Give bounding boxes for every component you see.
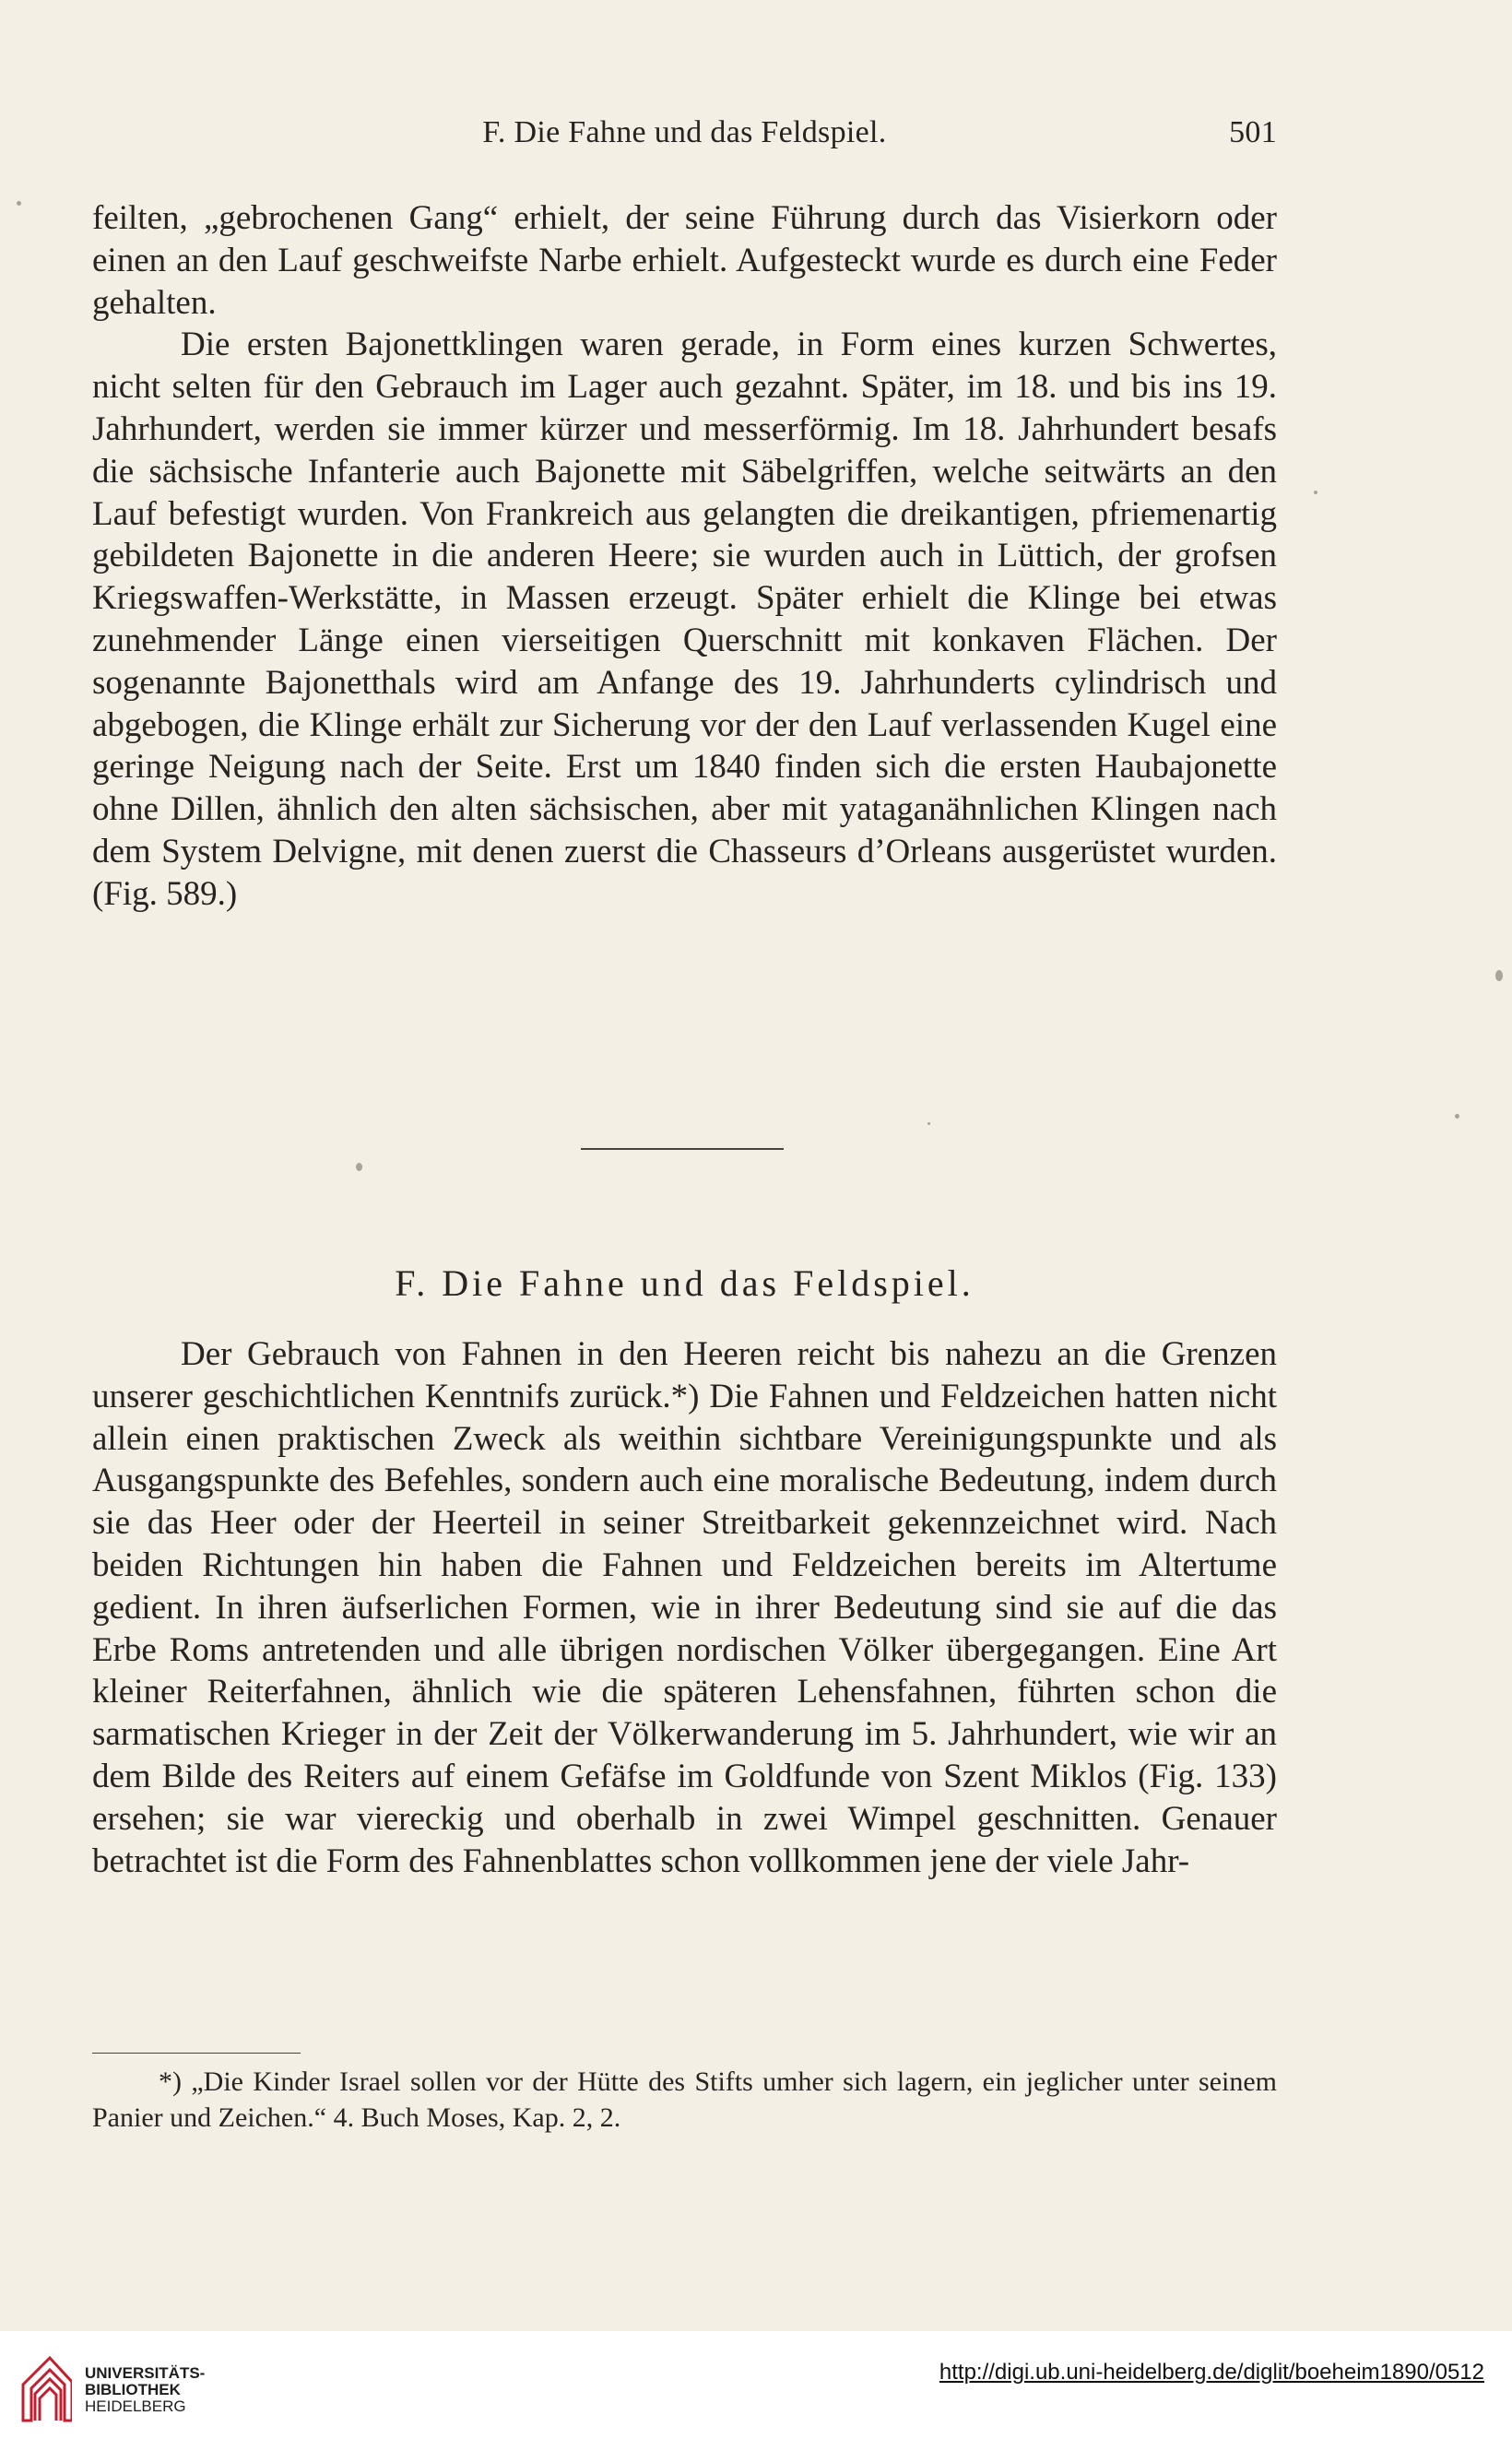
running-header: [92, 109, 1277, 157]
paper-speck: [1314, 491, 1317, 494]
library-name: [85, 2365, 205, 2415]
library-footer: [0, 2331, 1512, 2439]
section-separator-rule: [581, 1148, 784, 1150]
flag-section-text: [92, 1333, 1277, 1882]
footnote-rule: [92, 2053, 301, 2054]
paper-speck: [17, 201, 21, 206]
university-library-logo-icon: [18, 2353, 72, 2425]
paper-speck: [356, 1163, 362, 1171]
page-number: 501: [1229, 115, 1277, 149]
source-url-link[interactable]: http://digi.ub.uni-heidelberg.de/diglit/boeheim1890/0512: [939, 2360, 1484, 2385]
footnote: [92, 2064, 1277, 2136]
paper-speck: [1495, 970, 1503, 981]
flag-paragraph: Der Gebrauch von Fahnen in den Heeren reicht bis nahezu an die Grenzen unserer geschichtlichen Kenntnifs zurück.*) Die Fahnen und Feldzeichen hatten nicht allein einen praktischen Zweck als weithin sichtbare Vereinigungspunkte und als Ausgangspunkte des Befehles, sondern auch eine moralische Bedeutung, indem durch sie das Heer oder der Heerteil in seiner Streitbarkeit gekennzeichnet wird. Nach beiden Richtungen hin haben die Fahnen und Feldzeichen bereits im Altertume gedient. In ihren äufserlichen Formen, wie in ihrer Bedeutung sind sie auf die das Erbe Roms antretenden und alle übrigen nordischen Völker übergegangen. Eine Art kleiner Reiterfahnen, ähnlich wie die späteren Lehensfahnen, führten schon die sarmatischen Krieger in der Zeit der Völkerwanderung im 5. Jahrhundert, wie wir an dem Bilde des Reiters auf einem Gefäfse im Goldfunde von Szent Miklos (Fig. 133) ersehen; sie war viereckig und oberhalb in zwei Wimpel geschnitten. Genauer betrachtet ist die Form des Fahnenblattes schon vollkommen jene der viele Jahr-: [92, 1335, 1277, 1880]
library-name-line: HEIDELBERG: [85, 2398, 186, 2415]
paper-speck: [1455, 1114, 1459, 1119]
running-header-title: F. Die Fahne und das Feldspiel.: [482, 115, 887, 149]
paper-speck: [927, 1122, 930, 1125]
section-heading: F. Die Fahne und das Feldspiel.: [395, 1262, 975, 1304]
bayonet-paragraph: Die ersten Bajonettklingen waren gerade, in Form eines kurzen Schwertes, nicht selten für den Gebrauch im Lager auch gezahnt. Später, im 18. und bis ins 19. Jahrhundert, werden sie immer kürzer und messerförmig. Im 18. Jahrhundert besafs die sächsische Infanterie auch Bajonette mit Säbelgriffen, welche seitwärts an den Lauf befestigt wurden. Von Frankreich aus gelangten die dreikantigen, pfriemenartig gebildeten Bajonette in die anderen Heere; sie wurden auch in Lüttich, der grofsen Kriegswaffen-Werkstätte, in Massen erzeugt. Später erhielt die Klinge bei etwas zunehmender Länge einen vierseitigen Querschnitt mit konkaven Flächen. Der sogenannte Bajonetthals wird am Anfange des 19. Jahrhunderts cylindrisch und abgebogen, die Klinge erhält zur Sicherung vor der den Lauf verlassenden Kugel eine geringe Neigung nach der Seite. Erst um 1840 finden sich die ersten Haubajonette ohne Dillen, ähnlich den alten sächsischen, aber mit yataganähnlichen Klingen nach dem System Delvigne, mit denen zuerst die Chasseurs d’Orleans ausgerüstet wurden. (Fig. 589.): [92, 326, 1277, 913]
library-name-line: BIBLIOTHEK: [85, 2381, 181, 2398]
footnote-text: *) „Die Kinder Israel sollen vor der Hütte des Stifts umher sich lagern, ein jeglicher unter seinem Panier und Zeichen.“ 4. Buch Moses, Kap. 2, 2.: [92, 2066, 1277, 2133]
continued-paragraph: feilten, „gebrochenen Gang“ erhielt, der seine Führung durch das Visierkorn oder einen an den Lauf geschweifste Narbe erhielt. Aufgesteckt wurde es durch eine Feder gehalten.: [92, 199, 1277, 322]
continued-text-section: [92, 197, 1277, 916]
library-name-line: UNIVERSITÄTS-: [85, 2364, 206, 2382]
